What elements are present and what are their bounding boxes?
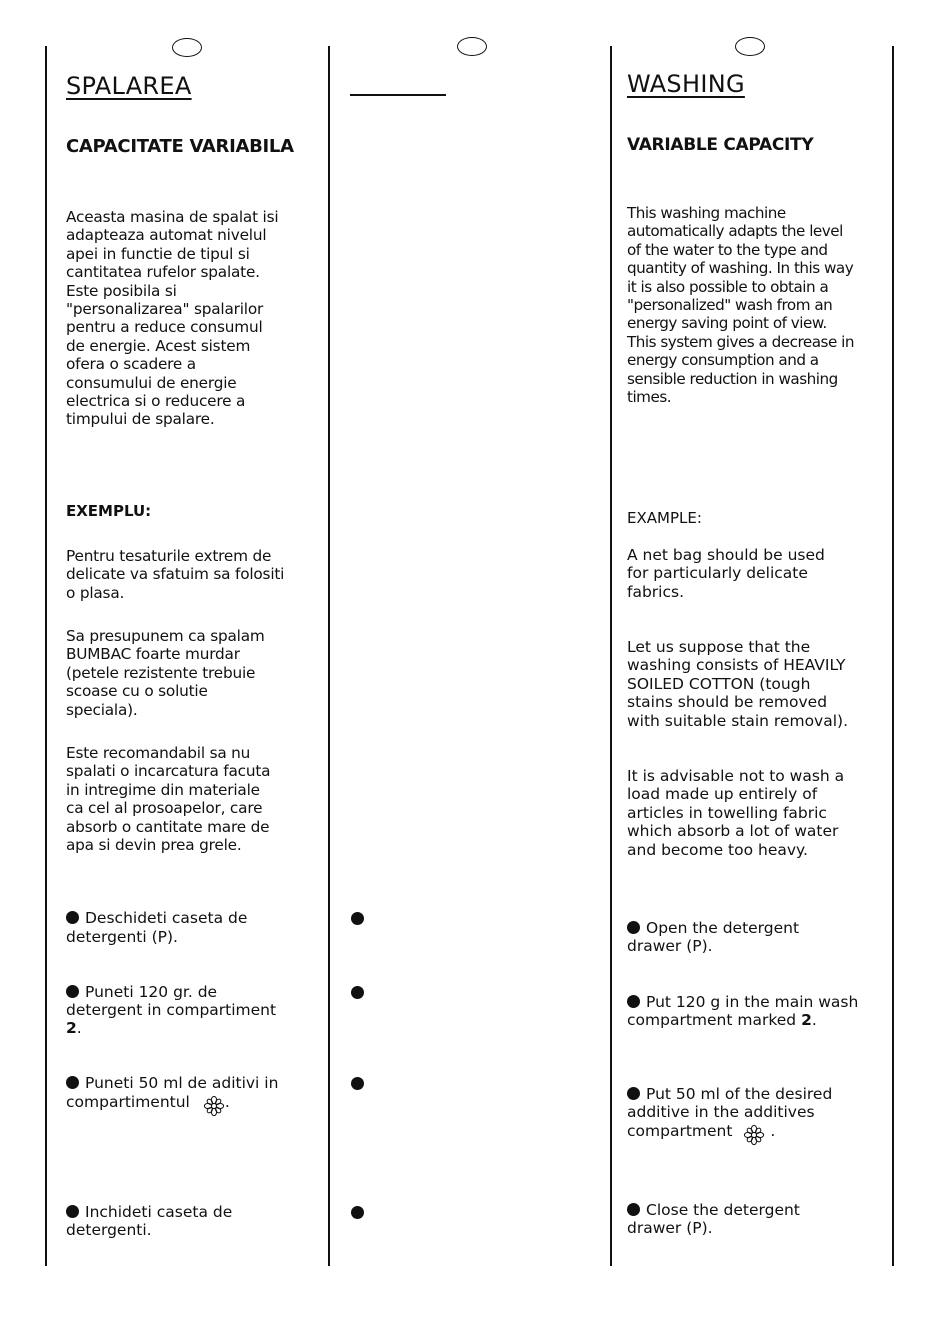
bullet-text: Put 50 ml of the desired: [646, 1085, 833, 1103]
bullet-icon: [351, 912, 364, 925]
bullet-icon: [627, 1087, 640, 1100]
intro-paragraph-ro: Aceasta masina de spalat isi adapteaza automat nivelul apei in functie de tipul si cantitatea rufelor spalate. Este posibila si "personalizarea" spalarilor pentru a reduce consumul de energie. Acest sistem ofera o scadere a consumului de energie electrica si o reducere a timpului de spalare.: [66, 208, 279, 429]
bullet-icon: [66, 911, 79, 924]
bullet-text: Put 120 g in the main wash: [646, 993, 859, 1011]
flower-icon: [743, 1124, 765, 1146]
column-divider-4: [892, 46, 894, 1266]
flower-icon: [203, 1095, 225, 1117]
intro-paragraph-en: This washing machine automatically adapts the level of the water to the type and quantity of washing. In this way it is also possible to obtain a "personalized" wash from an energy saving point of view. This system gives a decrease in energy consumption and a sensible reduction in washing times.: [627, 204, 854, 407]
bullet-text: detergent in compartiment: [66, 1001, 277, 1019]
language-marker-ro-icon: [172, 38, 202, 57]
bullet-icon: [66, 1076, 79, 1089]
bullet-text: detergenti (P).: [66, 928, 178, 946]
paragraph-cotton-en: Let us suppose that the washing consists of HEAVILY SOILED COTTON (tough stains should be removed with suitable stain removal).: [627, 638, 849, 730]
example-label-ro: EXEMPLU:: [66, 502, 152, 520]
bullet-text: .: [224, 1093, 230, 1111]
bullet-text: compartimentul: [66, 1093, 190, 1111]
bullet-text: Deschideti caseta de: [85, 909, 248, 927]
section-title-en: VARIABLE CAPACITY: [627, 135, 814, 155]
section-title-ro: CAPACITATE VARIABILA: [66, 136, 294, 157]
bullet-icon: [627, 995, 640, 1008]
example-label-en: EXAMPLE:: [627, 509, 702, 527]
bullet-icon: [66, 1205, 79, 1218]
language-marker-blank-icon: [457, 37, 487, 56]
blank-heading-rule: [350, 94, 446, 96]
language-marker-en-icon: [735, 37, 765, 56]
bullet-text: drawer (P).: [627, 937, 713, 955]
bullet-text: detergenti.: [66, 1221, 152, 1239]
bullet-icon: [351, 986, 364, 999]
bullet-text: .: [76, 1019, 82, 1037]
compartment-number: 2: [801, 1011, 812, 1029]
column-divider-2: [328, 46, 330, 1266]
bullet-text: compartment marked: [627, 1011, 797, 1029]
column-divider-3: [610, 46, 612, 1266]
bullet-icon: [627, 1203, 640, 1216]
paragraph-net-bag-en: A net bag should be used for particularly delicate fabrics.: [627, 546, 825, 601]
bullet-text: Puneti 50 ml de aditivi in: [85, 1074, 279, 1092]
bullet-text: Open the detergent: [646, 919, 800, 937]
paragraph-towelling-en: It is advisable not to wash a load made up entirely of articles in towelling fabric which absorb a lot of water and become too heavy.: [627, 767, 845, 859]
bullet-text: additive in the additives: [627, 1103, 815, 1121]
bullet-text: .: [770, 1122, 776, 1140]
bullet-text: drawer (P).: [627, 1219, 713, 1237]
bullet-icon: [66, 985, 79, 998]
paragraph-towelling-ro: Este recomandabil sa nu spalati o incarcatura facuta in intregime din materiale ca cel al prosoapelor, care absorb o cantitate mare de apa si devin prea grele.: [66, 744, 271, 855]
bullet-text: compartment: [627, 1122, 733, 1140]
bullet-icon: [351, 1206, 364, 1219]
bullet-text: Close the detergent: [646, 1201, 800, 1219]
compartment-number: 2: [66, 1019, 77, 1037]
bullet-text: .: [811, 1011, 817, 1029]
paragraph-net-bag-ro: Pentru tesaturile extrem de delicate va sfatuim sa folositi o plasa.: [66, 547, 285, 602]
bullet-text: Inchideti caseta de: [85, 1203, 233, 1221]
column-divider-1: [45, 46, 47, 1266]
bullet-icon: [627, 921, 640, 934]
page-title-en: WASHING: [627, 70, 745, 98]
bullet-icon: [351, 1077, 364, 1090]
paragraph-cotton-ro: Sa presupunem ca spalam BUMBAC foarte murdar (petele rezistente trebuie scoase cu o solutie speciala).: [66, 627, 265, 719]
bullet-text: Puneti 120 gr. de: [85, 983, 218, 1001]
page-title-ro: SPALAREA: [66, 72, 192, 100]
